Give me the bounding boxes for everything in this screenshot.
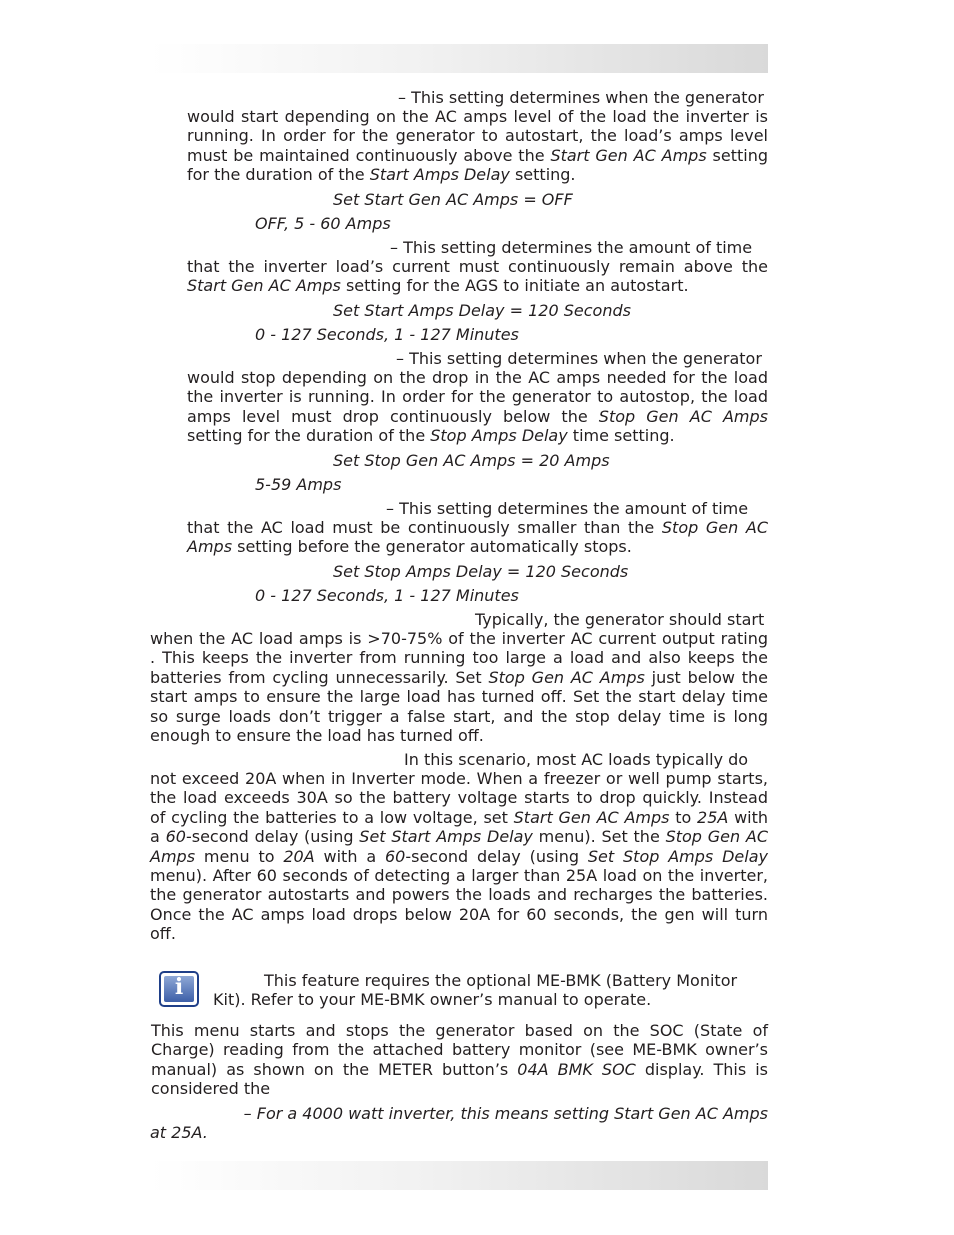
range-value-2: 0 - 127 Seconds, 1 - 127 Minutes xyxy=(255,325,519,344)
default-value-2: Set Start Amps Delay = 120 Seconds xyxy=(333,301,631,320)
para6-body: not exceed 20A when in Inverter mode. When a freezer or well pump starts, the load exceeds 30A so the battery voltage starts to drop quickly. Instead of cycling the batteries to a low voltage, set Start Gen AC Amps to 25A with a 60-second delay (using Set Start Amps Delay menu). Set the Stop Gen AC Amps menu to 20A with a 60-second delay (using Set Stop Amps Delay menu). After 60 seconds of detecting a larger than 25A load on the inverter, the generator autostarts and powers the loads and recharges the batteries. Once the AC amps load drops below 20A for 60 seconds, the gen will turn off. xyxy=(150,769,769,944)
range-value-3: 5-59 Amps xyxy=(255,475,342,494)
para6-first-line: In this scenario, most AC loads typically do xyxy=(404,750,749,769)
para5-body: when the AC load amps is >70-75% of the inverter AC current output rating . This keeps the inverter from running too large a load and also keeps the batteries from cycling unnecessarily. Set Stop Gen AC Amps just below the start amps to ensure the large load has turned off. Set the start delay time so surge loads don’t trigger a false start, and the stop delay time is long enough to ensure the load has turned off. xyxy=(150,629,769,746)
header-bar xyxy=(150,44,768,73)
para7-body: This menu starts and stops the generator based on the SOC (State of Charge) reading from the attached battery monitor (see ME-BMK owner’s manual) as shown on the METER button’s 04A BMK SOC display. This is considered the xyxy=(151,1021,769,1099)
default-value-3: Set Stop Gen AC Amps = 20 Amps xyxy=(333,451,610,470)
footnote-line-2: at 25A. xyxy=(150,1123,208,1142)
footnote-line-1: – For a 4000 watt inverter, this means setting Start Gen AC Amps xyxy=(243,1104,768,1123)
range-value-4: 0 - 127 Seconds, 1 - 127 Minutes xyxy=(255,586,519,605)
para3-body: would stop depending on the drop in the AC amps needed for the load the inverter is running. In order for the generator to autostop, the load amps level must drop continuously below the Stop Gen AC Amps setting for the duration of the Stop Amps Delay time setting. xyxy=(187,368,768,446)
info-icon: i xyxy=(159,971,199,1007)
para3-first-line: – This setting determines when the generator xyxy=(396,349,762,368)
para5-first-line: Typically, the generator should start xyxy=(475,610,765,629)
range-value-1: OFF, 5 - 60 Amps xyxy=(255,214,391,233)
para1-body: would start depending on the AC amps level of the load the inverter is running. In order for the generator to autostart, the load’s amps level must be maintained continuously above the Start Gen AC Amps setting for the duration of the Start Amps Delay setting. xyxy=(187,107,769,185)
footer-bar xyxy=(150,1161,768,1190)
para4-body: that the AC load must be continuously smaller than the Stop Gen AC Amps setting before the generator automatically stops. xyxy=(187,518,769,557)
para1-first-line: – This setting determines when the generator xyxy=(398,88,764,107)
para2-body: that the inverter load’s current must continuously remain above the Start Gen AC Amps setting for the AGS to initiate an autostart. xyxy=(187,257,768,296)
para2-first-line: – This setting determines the amount of time xyxy=(390,238,753,257)
default-value-1: Set Start Gen AC Amps = OFF xyxy=(333,190,573,209)
note-line-2: Kit). Refer to your ME-BMK owner’s manual to operate. xyxy=(213,990,652,1009)
default-value-4: Set Stop Amps Delay = 120 Seconds xyxy=(333,562,629,581)
para4-first-line: – This setting determines the amount of time xyxy=(386,499,749,518)
note-line-1: This feature requires the optional ME-BMK (Battery Monitor xyxy=(264,971,738,990)
